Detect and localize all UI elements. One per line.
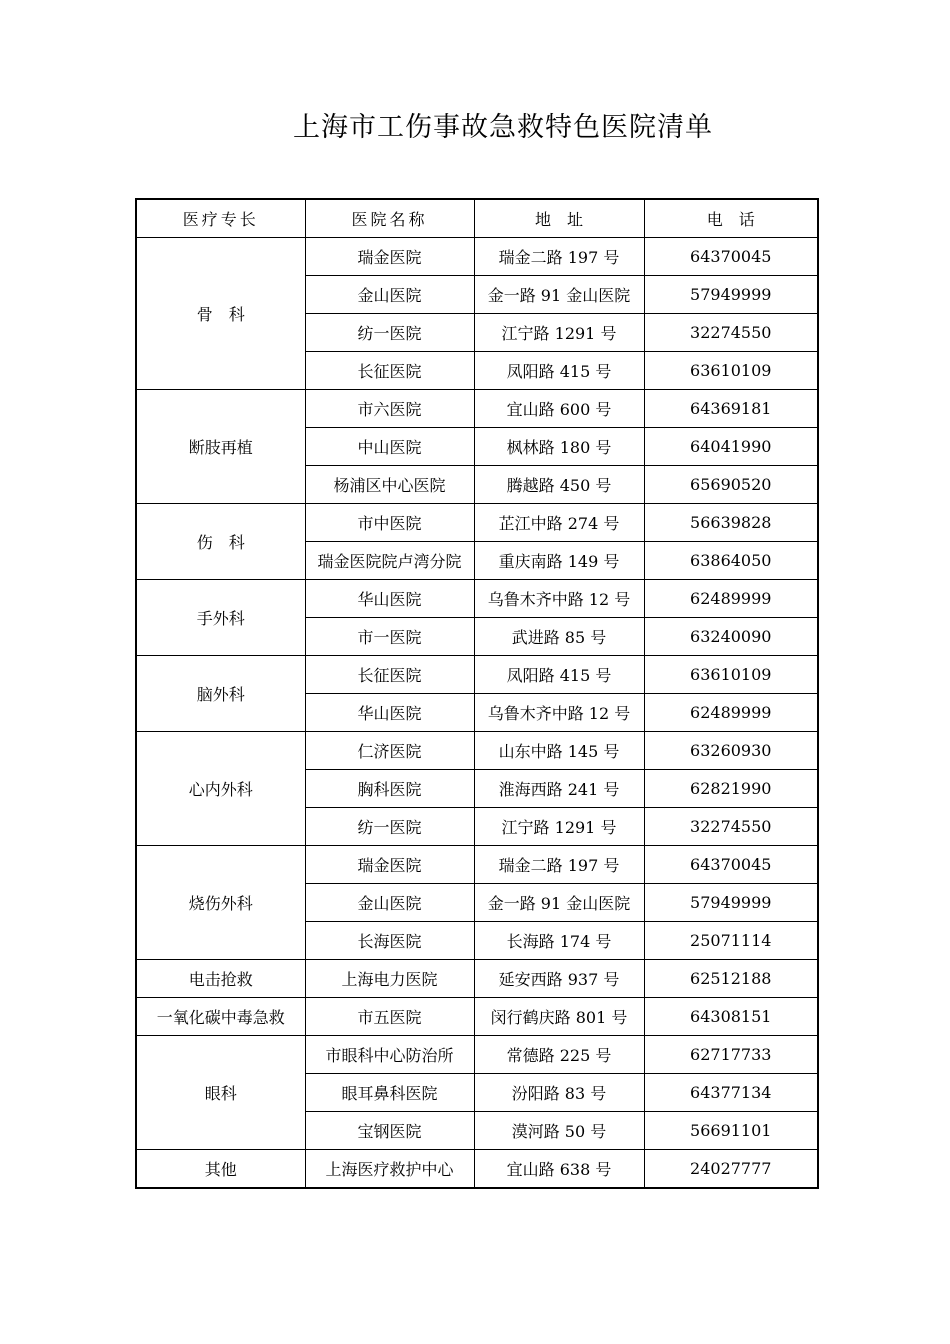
phone-cell: 62489999 [644,580,818,618]
phone-cell: 32274550 [644,314,818,352]
address-cell: 江宁路 1291 号 [474,808,644,846]
hospital-name-cell: 华山医院 [305,694,474,732]
specialty-cell: 伤 科 [136,504,305,580]
hospital-name-cell: 长征医院 [305,352,474,390]
hospital-name-cell: 长征医院 [305,656,474,694]
header-specialty: 医疗专长 [136,199,305,238]
hospital-name-cell: 瑞金医院 [305,846,474,884]
table-row [136,504,818,542]
table-header-row [136,199,818,238]
phone-cell: 64370045 [644,846,818,884]
header-address: 地 址 [474,199,644,238]
phone-cell: 64308151 [644,998,818,1036]
hospital-name-cell: 华山医院 [305,580,474,618]
phone-cell: 62512188 [644,960,818,998]
specialty-cell: 烧伤外科 [136,846,305,960]
hospital-name-cell: 杨浦区中心医院 [305,466,474,504]
specialty-cell: 骨 科 [136,238,305,390]
hospital-name-cell: 仁济医院 [305,732,474,770]
phone-cell: 62717733 [644,1036,818,1074]
address-cell: 武进路 85 号 [474,618,644,656]
specialty-cell: 其他 [136,1150,305,1189]
hospital-name-cell: 宝钢医院 [305,1112,474,1150]
phone-cell: 63240090 [644,618,818,656]
phone-cell: 65690520 [644,466,818,504]
address-cell: 乌鲁木齐中路 12 号 [474,580,644,618]
phone-cell: 63864050 [644,542,818,580]
address-cell: 金一路 91 金山医院 [474,276,644,314]
phone-cell: 57949999 [644,276,818,314]
table-row [136,580,818,618]
phone-cell: 56639828 [644,504,818,542]
hospital-table [135,198,819,1189]
specialty-cell: 心内外科 [136,732,305,846]
table-row [136,1150,818,1189]
address-cell: 乌鲁木齐中路 12 号 [474,694,644,732]
address-cell: 枫林路 180 号 [474,428,644,466]
table-row [136,656,818,694]
phone-cell: 32274550 [644,808,818,846]
phone-cell: 64370045 [644,238,818,276]
phone-cell: 64041990 [644,428,818,466]
phone-cell: 56691101 [644,1112,818,1150]
phone-cell: 63260930 [644,732,818,770]
address-cell: 江宁路 1291 号 [474,314,644,352]
hospital-name-cell: 金山医院 [305,884,474,922]
hospital-name-cell: 长海医院 [305,922,474,960]
table-row [136,998,818,1036]
specialty-cell: 一氧化碳中毒急救 [136,998,305,1036]
hospital-name-cell: 中山医院 [305,428,474,466]
phone-cell: 57949999 [644,884,818,922]
hospital-name-cell: 市眼科中心防治所 [305,1036,474,1074]
address-cell: 腾越路 450 号 [474,466,644,504]
table-row [136,846,818,884]
address-cell: 汾阳路 83 号 [474,1074,644,1112]
hospital-name-cell: 胸科医院 [305,770,474,808]
phone-cell: 62489999 [644,694,818,732]
address-cell: 瑞金二路 197 号 [474,238,644,276]
address-cell: 闵行鹤庆路 801 号 [474,998,644,1036]
address-cell: 凤阳路 415 号 [474,352,644,390]
hospital-name-cell: 金山医院 [305,276,474,314]
table-row [136,390,818,428]
page-title: 上海市工伤事故急救特色医院清单 [293,112,713,143]
address-cell: 宜山路 600 号 [474,390,644,428]
phone-cell: 24027777 [644,1150,818,1189]
address-cell: 常德路 225 号 [474,1036,644,1074]
table-body [136,238,818,1189]
table-row [136,732,818,770]
hospital-name-cell: 市中医院 [305,504,474,542]
hospital-name-cell: 市一医院 [305,618,474,656]
address-cell: 长海路 174 号 [474,922,644,960]
address-cell: 芷江中路 274 号 [474,504,644,542]
hospital-name-cell: 瑞金医院 [305,238,474,276]
hospital-name-cell: 上海医疗救护中心 [305,1150,474,1189]
address-cell: 宜山路 638 号 [474,1150,644,1189]
hospital-name-cell: 瑞金医院院卢湾分院 [305,542,474,580]
specialty-cell: 断肢再植 [136,390,305,504]
phone-cell: 25071114 [644,922,818,960]
table-row [136,238,818,276]
specialty-cell: 手外科 [136,580,305,656]
table-row [136,1036,818,1074]
address-cell: 山东中路 145 号 [474,732,644,770]
address-cell: 凤阳路 415 号 [474,656,644,694]
specialty-cell: 电击抢救 [136,960,305,998]
specialty-cell: 脑外科 [136,656,305,732]
hospital-name-cell: 市六医院 [305,390,474,428]
hospital-name-cell: 上海电力医院 [305,960,474,998]
phone-cell: 64377134 [644,1074,818,1112]
address-cell: 漠河路 50 号 [474,1112,644,1150]
address-cell: 淮海西路 241 号 [474,770,644,808]
specialty-cell: 眼科 [136,1036,305,1150]
hospital-name-cell: 纺一医院 [305,314,474,352]
address-cell: 重庆南路 149 号 [474,542,644,580]
phone-cell: 63610109 [644,352,818,390]
hospital-name-cell: 纺一医院 [305,808,474,846]
header-hospital: 医院名称 [305,199,474,238]
phone-cell: 63610109 [644,656,818,694]
header-phone: 电 话 [644,199,818,238]
hospital-name-cell: 市五医院 [305,998,474,1036]
address-cell: 金一路 91 金山医院 [474,884,644,922]
phone-cell: 62821990 [644,770,818,808]
table-row [136,960,818,998]
address-cell: 瑞金二路 197 号 [474,846,644,884]
phone-cell: 64369181 [644,390,818,428]
hospital-name-cell: 眼耳鼻科医院 [305,1074,474,1112]
address-cell: 延安西路 937 号 [474,960,644,998]
